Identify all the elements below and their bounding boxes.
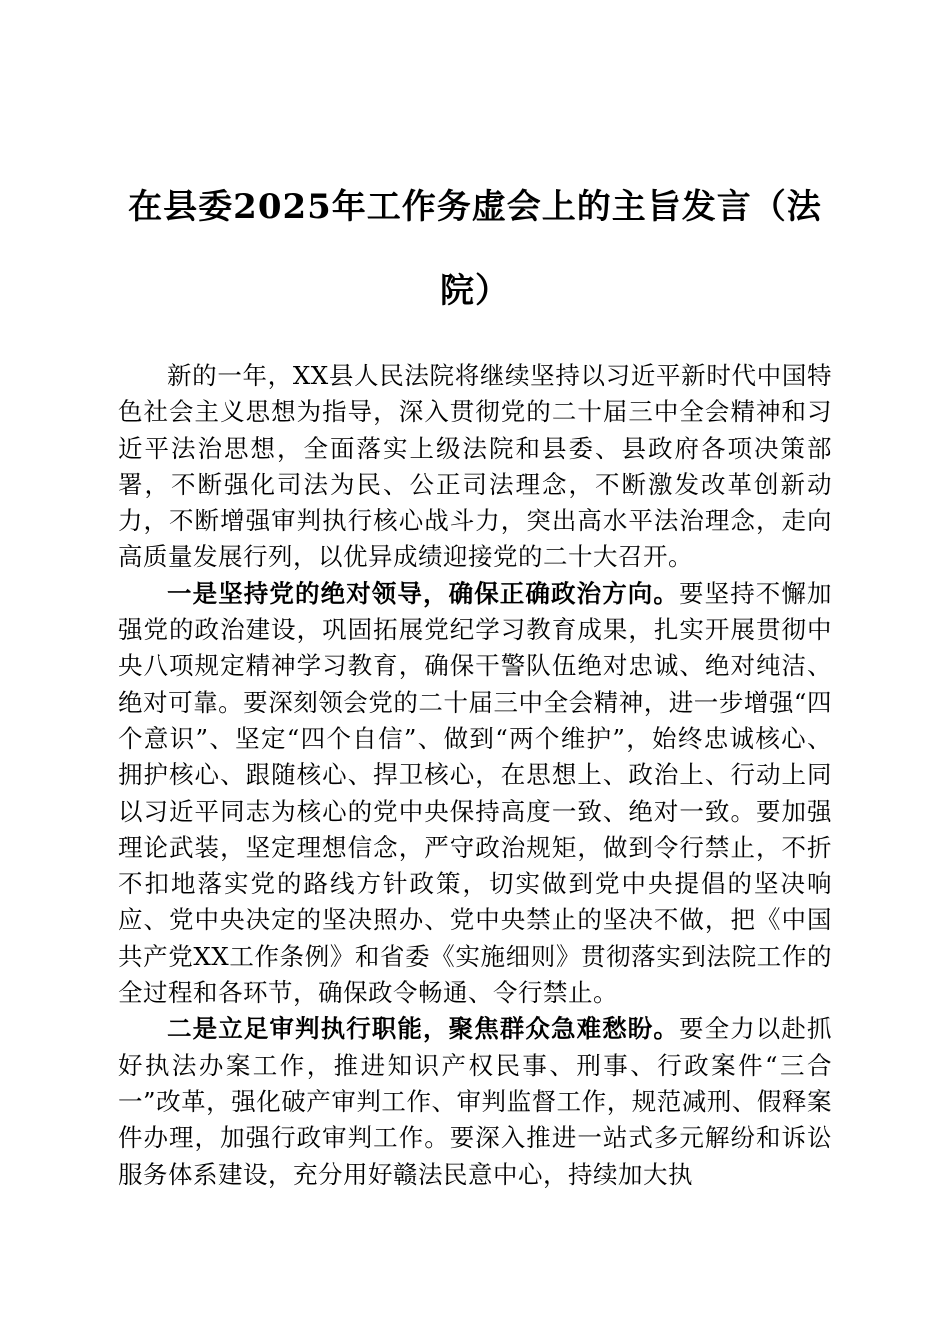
paragraph-text: 要坚持不懈加强党的政治建设，巩固拓展党纪学习教育成果，扎实开展贯彻中央八项规定精神学习教育，确保干警队伍绝对忠诚、绝对纯洁、绝对可靠。要深刻领会党的二十届三中全会精神，进一步增强“四个意识”、坚定“四个自信”、做到“两个维护”，始终忠诚核心、拥护核心、跟随核心、捍卫核心，在思想上、政治上、行动上同以习近平同志为核心的党中央保持高度一致、绝对一致。要加强理论武装，坚定理想信念，严守政治规矩，做到令行禁止，不折不扣地落实党的路线方针政策，切实做到党中央提倡的坚决响应、党中央决定的坚决照办、党中央禁止的坚决不做，把《中国共产党XX工作条例》和省委《实施细则》贯彻落实到法院工作的全过程和各环节，确保政令畅通、令行禁止。	[118, 578, 832, 1008]
paragraph-lead: 一是坚持党的绝对领导，确保正确政治方向。	[167, 578, 679, 608]
document-body	[118, 358, 832, 1193]
paragraph-text: 新的一年，XX县人民法院将继续坚持以习近平新时代中国特色社会主义思想为指导，深入贯彻党的二十届三中全会精神和习近平法治思想，全面落实上级法院和县委、县政府各项决策部署，不断强化司法为民、公正司法理念，不断激发改革创新动力，不断增强审判执行核心战斗力，突出高水平法治理念，走向高质量发展行列，以优异成绩迎接党的二十大召开。	[118, 361, 832, 572]
paragraph-text: 要全力以赴抓好执法办案工作，推进知识产权民事、刑事、行政案件“三合一”改革，强化破产审判工作、审判监督工作，规范减刑、假释案件办理，加强行政审判工作。要深入推进一站式多元解纷和诉讼服务体系建设，充分用好赣法民意中心，持续加大执	[118, 1014, 832, 1189]
paragraph-point-one	[118, 576, 832, 1012]
document-title: 在县委2025年工作务虚会上的主旨发言（法院）	[128, 187, 822, 311]
paragraph-lead: 二是立足审判执行职能，聚焦群众急难愁盼。	[167, 1014, 679, 1044]
paragraph-point-two	[118, 1011, 832, 1192]
paragraph-intro	[118, 358, 832, 576]
